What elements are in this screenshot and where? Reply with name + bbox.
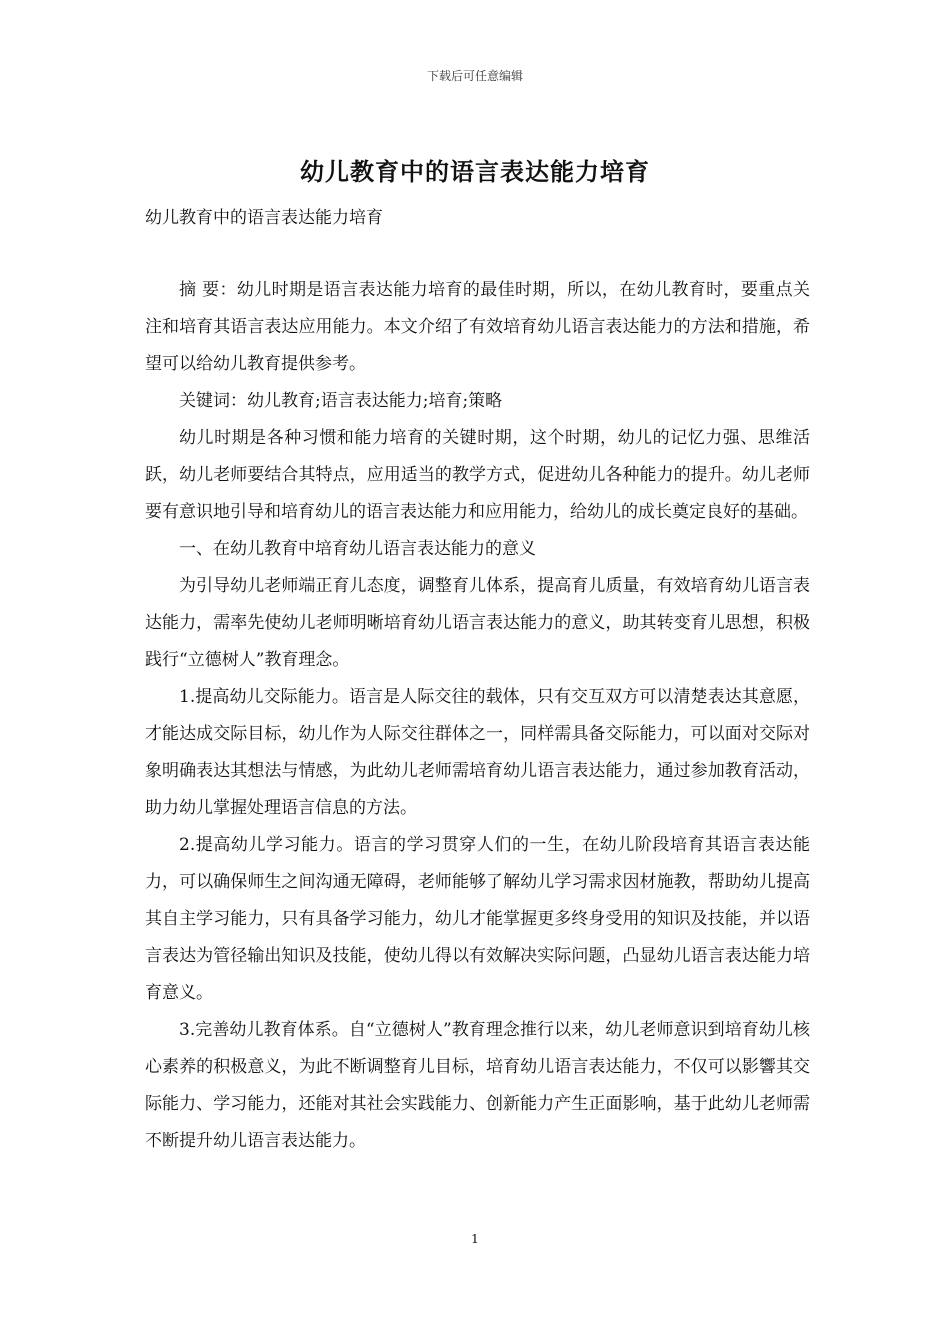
section-heading: 一、在幼儿教育中培育幼儿语言表达能力的意义 bbox=[179, 539, 536, 559]
document-body bbox=[145, 272, 810, 1160]
document-title: 幼儿教育中的语言表达能力培育 bbox=[300, 157, 650, 186]
document-subtitle: 幼儿教育中的语言表达能力培育 bbox=[145, 208, 383, 228]
body-paragraph: 1.提高幼儿交际能力。语言是人际交往的载体，只有交互双方可以清楚表达其意愿，才能达成交际目标，幼儿作为人际交往群体之一，同样需具备交际能力，可以面对交际对象明确表达其想法与情感，为此幼儿老师需培育幼儿语言表达能力，通过参加教育活动，助力幼儿掌握处理语言信息的方法。 bbox=[145, 687, 810, 818]
body-paragraph: 2.提高幼儿学习能力。语言的学习贯穿人们的一生，在幼儿阶段培育其语言表达能力，可以确保师生之间沟通无障碍，老师能够了解幼儿学习需求因材施教，帮助幼儿提高其自主学习能力，只有具备学习能力，幼儿才能掌握更多终身受用的知识及技能，并以语言表达为管径输出知识及技能，使幼儿得以有效解决实际问题，凸显幼儿语言表达能力培育意义。 bbox=[145, 835, 810, 1003]
keywords-paragraph: 关键词：幼儿教育;语言表达能力;培育;策略 bbox=[179, 391, 503, 411]
abstract-paragraph: 摘 要：幼儿时期是语言表达能力培育的最佳时期，所以，在幼儿教育时，要重点关注和培育其语言表达应用能力。本文介绍了有效培育幼儿语言表达能力的方法和措施，希望可以给幼儿教育提供参考。 bbox=[145, 280, 810, 374]
intro-paragraph: 幼儿时期是各种习惯和能力培育的关键时期，这个时期，幼儿的记忆力强、思维活跃，幼儿老师要结合其特点，应用适当的教学方式，促进幼儿各种能力的提升。幼儿老师要有意识地引导和培育幼儿的语言表达能力和应用能力，给幼儿的成长奠定良好的基础。 bbox=[145, 428, 810, 522]
body-paragraph: 为引导幼儿老师端正育儿态度，调整育儿体系，提高育儿质量，有效培育幼儿语言表达能力，需率先使幼儿老师明晰培育幼儿语言表达能力的意义，助其转变育儿思想，积极践行“立德树人”教育理念。 bbox=[145, 576, 810, 670]
body-paragraph: 3.完善幼儿教育体系。自“立德树人”教育理念推行以来，幼儿老师意识到培育幼儿核心素养的积极意义，为此不断调整育儿目标，培育幼儿语言表达能力，不仅可以影響其交际能力、学习能力，还能对其社会实践能力、创新能力产生正面影响，基于此幼儿老师需不断提升幼儿语言表达能力。 bbox=[145, 1020, 810, 1151]
page-number: 1 bbox=[471, 1232, 479, 1246]
page-header-note: 下载后可任意编辑 bbox=[426, 69, 523, 83]
